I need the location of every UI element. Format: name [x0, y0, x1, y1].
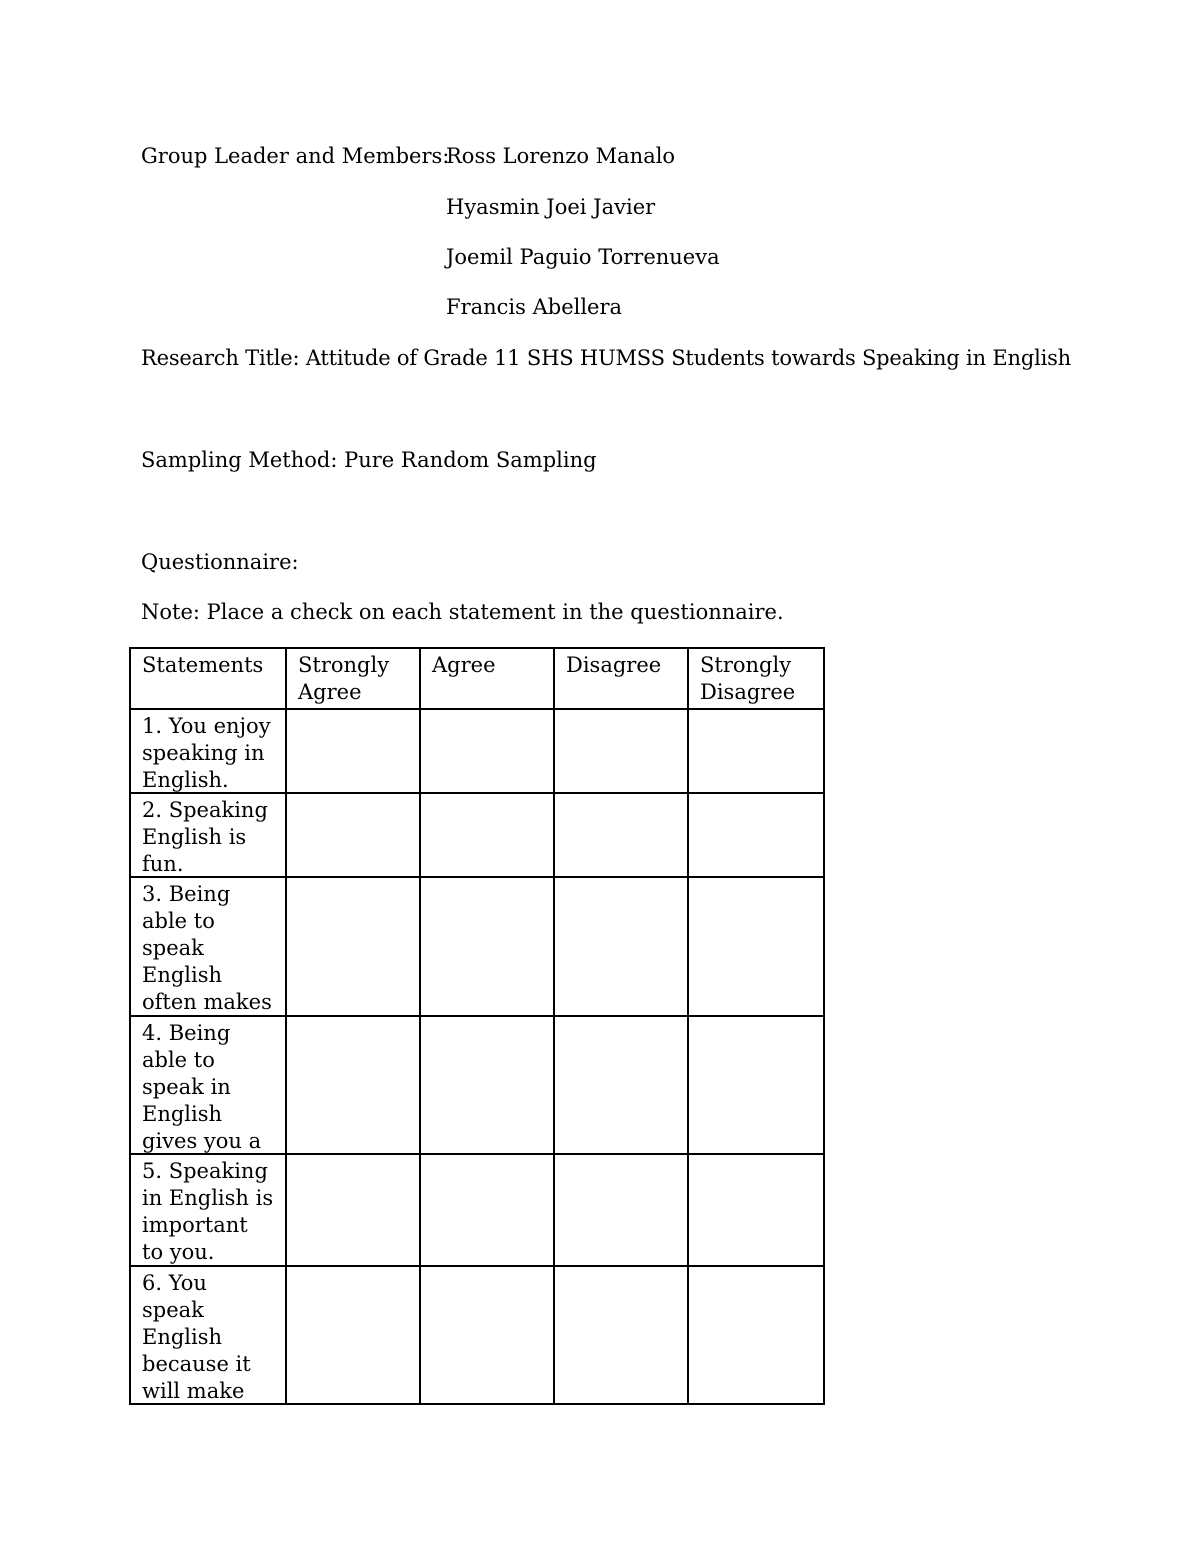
response-cell-strongly-agree[interactable] — [286, 709, 420, 793]
response-cell-strongly-agree[interactable] — [286, 1154, 420, 1266]
group-label: Group Leader and Members: — [141, 144, 450, 168]
response-cell-agree[interactable] — [420, 709, 554, 793]
response-cell-strongly-agree[interactable] — [286, 1266, 420, 1404]
column-header-strongly-disagree: Strongly Disagree — [688, 648, 824, 709]
response-cell-agree[interactable] — [420, 1154, 554, 1266]
statement-cell — [130, 793, 286, 877]
group-label-and-first-member — [141, 146, 449, 167]
instruction-note: Note: Place a check on each statement in the questionnaire. — [141, 600, 784, 624]
response-cell-strongly-disagree[interactable] — [688, 793, 824, 877]
statement-text: 2. Speaking English is fun. — [142, 798, 268, 876]
statement-cell — [130, 1266, 286, 1404]
response-cell-disagree[interactable] — [554, 709, 688, 793]
statement-text: 4. Being able to speak in English gives you a — [142, 1021, 262, 1153]
statement-text: 1. You enjoy speaking in English. — [142, 714, 271, 792]
response-cell-agree[interactable] — [420, 1266, 554, 1404]
response-cell-agree[interactable] — [420, 1016, 554, 1154]
questionnaire-heading: Questionnaire: — [141, 550, 299, 574]
statement-cell — [130, 1016, 286, 1154]
statement-cell — [130, 709, 286, 793]
response-cell-strongly-agree[interactable] — [286, 1016, 420, 1154]
response-cell-disagree[interactable] — [554, 1016, 688, 1154]
statement-cell — [130, 877, 286, 1016]
response-cell-agree[interactable] — [420, 877, 554, 1016]
research-title: Research Title: Attitude of Grade 11 SHS HUMSS Students towards Speaking in English — [141, 346, 1071, 370]
questionnaire-table — [129, 647, 825, 1405]
table-row — [130, 1154, 824, 1266]
table-header-row — [130, 648, 824, 709]
statement-text: 5. Speaking in English is important to you. — [142, 1159, 274, 1264]
table-row — [130, 1016, 824, 1154]
response-cell-strongly-disagree[interactable] — [688, 1016, 824, 1154]
response-cell-strongly-disagree[interactable] — [688, 877, 824, 1016]
response-cell-strongly-disagree[interactable] — [688, 1266, 824, 1404]
response-cell-agree[interactable] — [420, 793, 554, 877]
column-header-statements: Statements — [130, 648, 286, 709]
response-cell-disagree[interactable] — [554, 1266, 688, 1404]
response-cell-disagree[interactable] — [554, 877, 688, 1016]
member-name: Joemil Paguio Torrenueva — [446, 245, 720, 269]
table-row — [130, 1266, 824, 1404]
response-cell-disagree[interactable] — [554, 793, 688, 877]
column-header-agree: Agree — [420, 648, 554, 709]
table-row — [130, 793, 824, 877]
table-row — [130, 709, 824, 793]
column-header-disagree: Disagree — [554, 648, 688, 709]
member-name: Ross Lorenzo Manalo — [446, 144, 676, 168]
response-cell-disagree[interactable] — [554, 1154, 688, 1266]
table-row — [130, 877, 824, 1016]
sampling-method: Sampling Method: Pure Random Sampling — [141, 448, 597, 472]
statement-text: 3. Being able to speak English often makes — [142, 882, 272, 1014]
statement-cell — [130, 1154, 286, 1266]
member-name: Hyasmin Joei Javier — [446, 195, 656, 219]
response-cell-strongly-agree[interactable] — [286, 793, 420, 877]
response-cell-strongly-disagree[interactable] — [688, 709, 824, 793]
column-header-strongly-agree: Strongly Agree — [286, 648, 420, 709]
response-cell-strongly-disagree[interactable] — [688, 1154, 824, 1266]
statement-text: 6. You speak English because it will make — [142, 1271, 251, 1403]
response-cell-strongly-agree[interactable] — [286, 877, 420, 1016]
member-name: Francis Abellera — [446, 295, 623, 319]
